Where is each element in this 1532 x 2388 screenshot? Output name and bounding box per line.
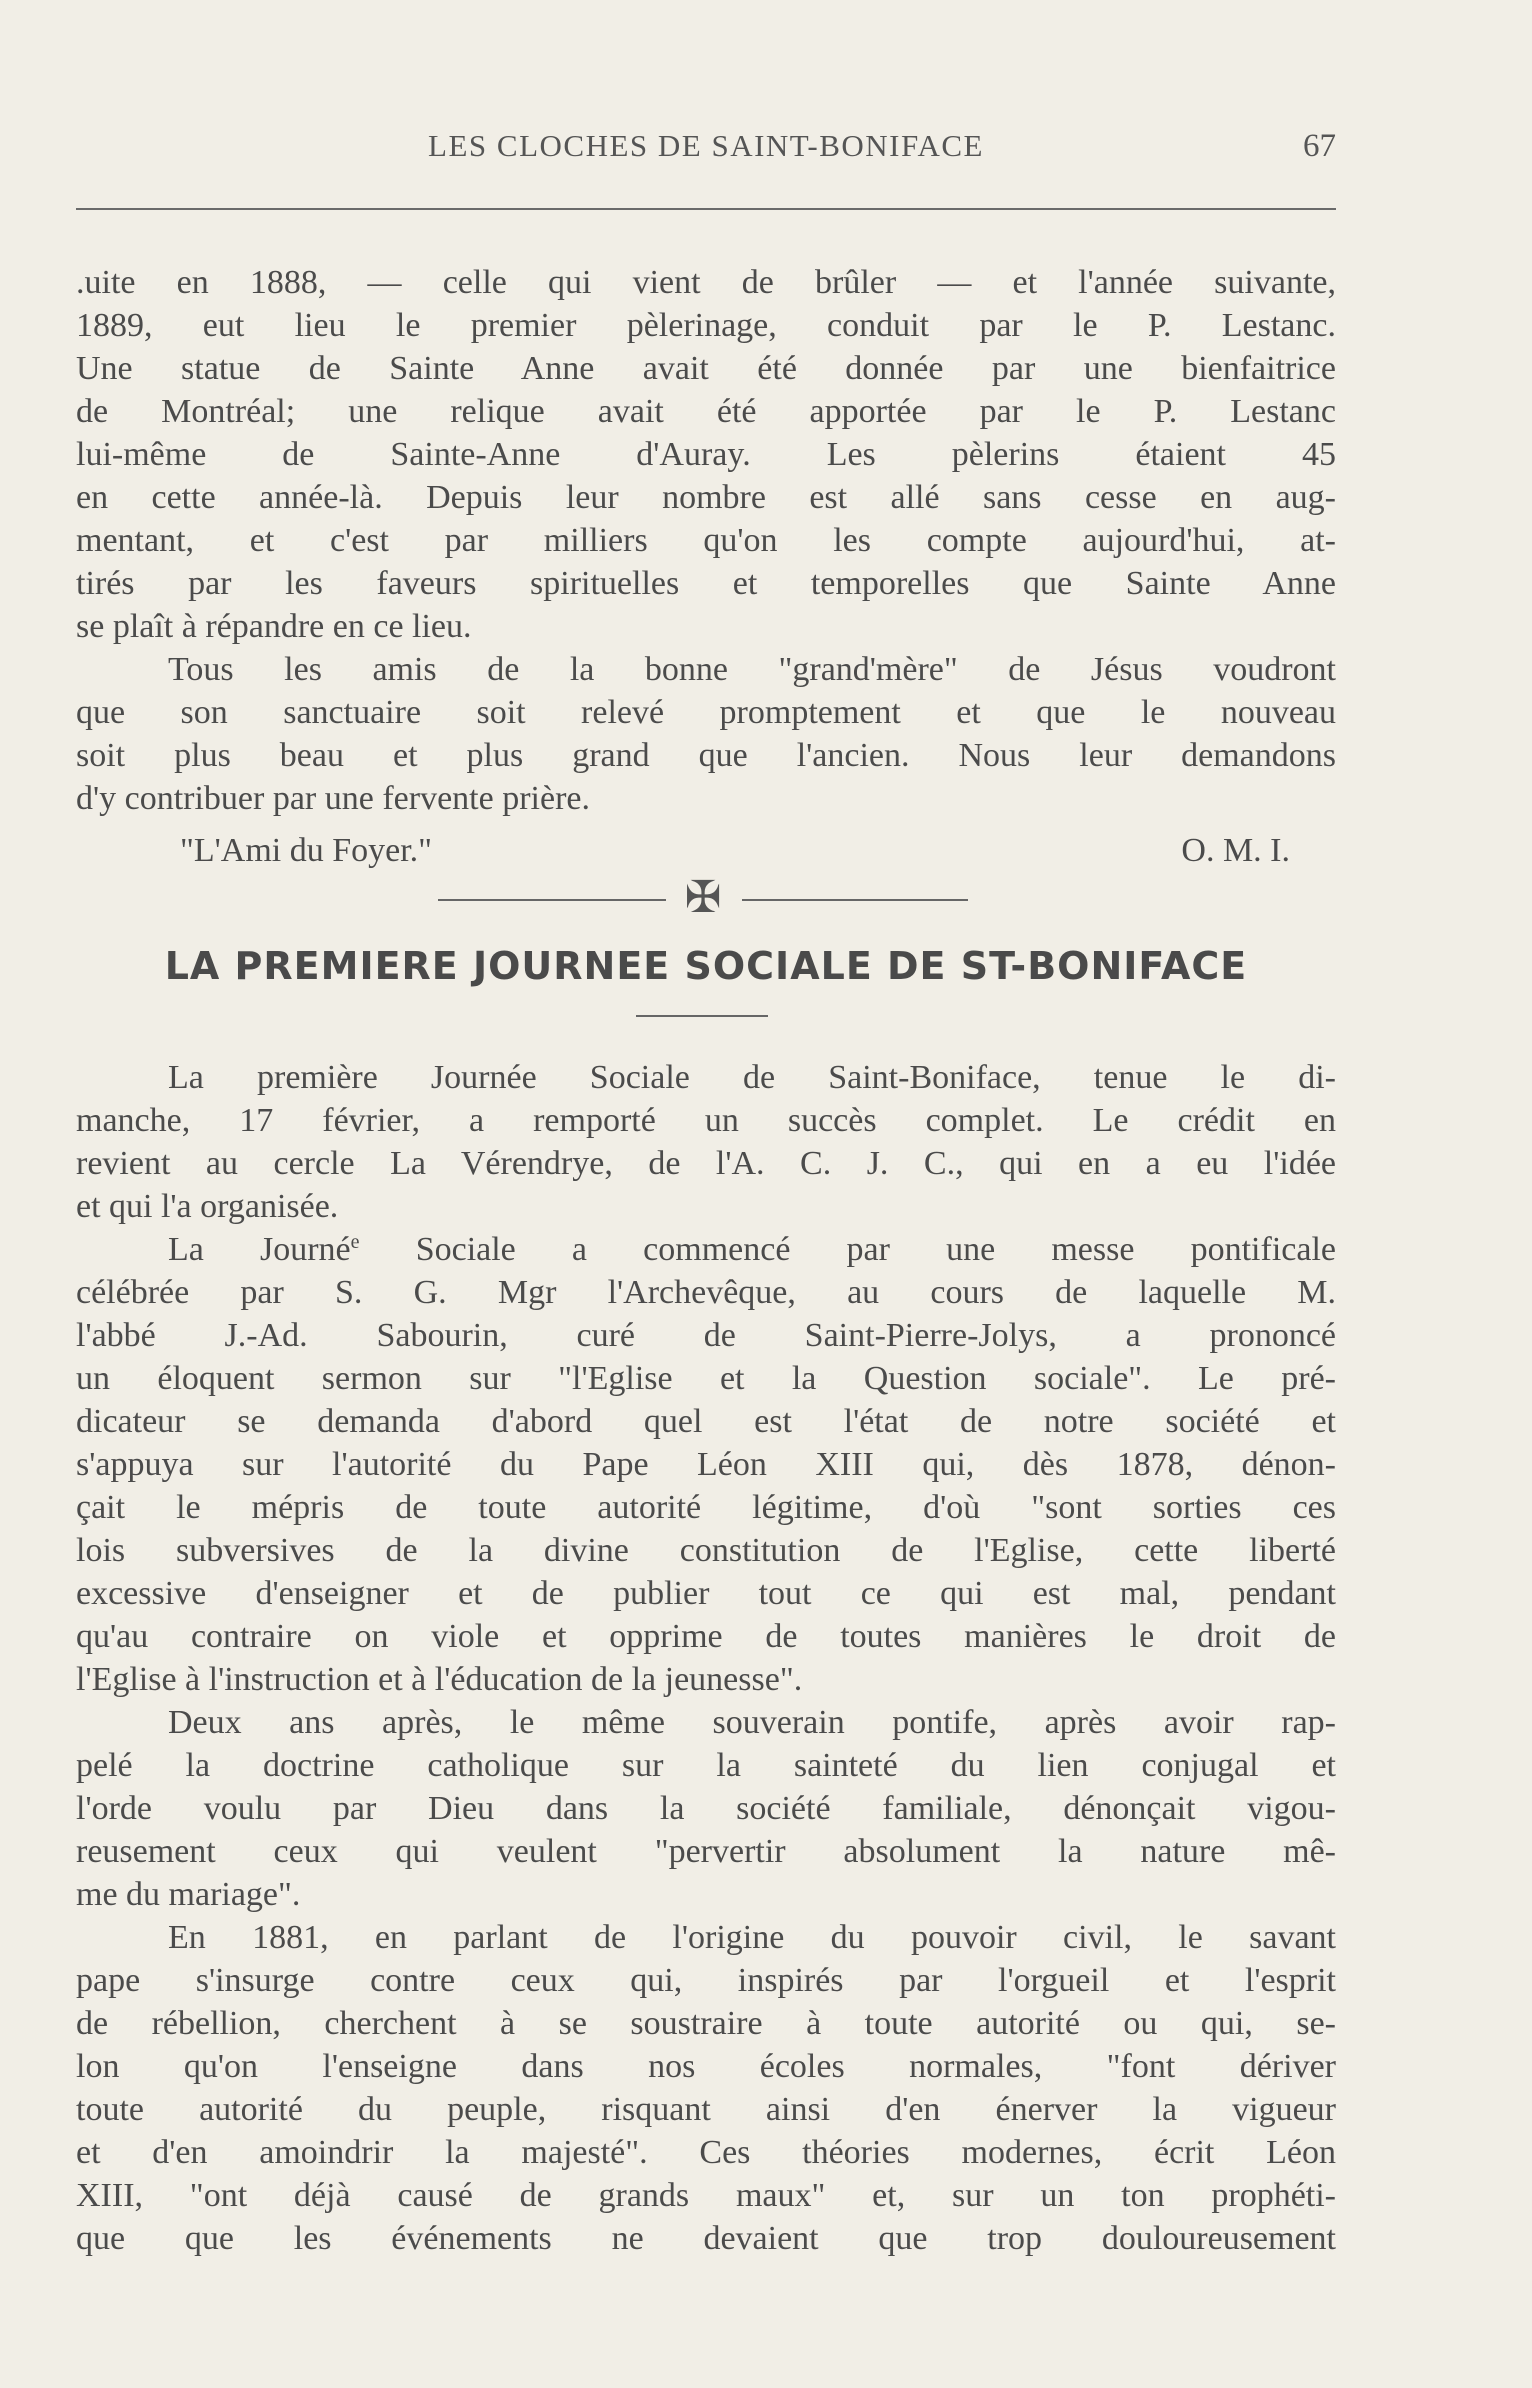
line: revient au cercle La Vérendrye, de l'A. C. J. C., qui en a eu l'idée bbox=[76, 1145, 1336, 1182]
line: lon qu'on l'enseigne dans nos écoles normales, "font dériver bbox=[76, 2048, 1336, 2085]
cross-ornament-icon: ✠ bbox=[684, 873, 722, 922]
line: et qui l'a organisée. bbox=[76, 1188, 339, 1225]
line: l'orde voulu par Dieu dans la société familiale, dénonçait vigou- bbox=[76, 1790, 1336, 1827]
article-continuation bbox=[76, 261, 1336, 820]
line: XIII, "ont déjà causé de grands maux" et, sur un ton prophéti- bbox=[76, 2177, 1336, 2214]
line: et d'en amoindrir la majesté". Ces théories modernes, écrit Léon bbox=[76, 2134, 1336, 2171]
line: me du mariage". bbox=[76, 1876, 301, 1913]
section-title: LA PREMIERE JOURNEE SOCIALE DE ST-BONIFACE bbox=[164, 944, 1248, 988]
line: que son sanctuaire soit relevé promptement et que le nouveau bbox=[76, 694, 1336, 731]
line: l'Eglise à l'instruction et à l'éducation de la jeunesse". bbox=[76, 1661, 803, 1698]
line: pape s'insurge contre ceux qui, inspirés par l'orgueil et l'esprit bbox=[76, 1962, 1336, 1999]
line: çait le mépris de toute autorité légitime, d'où "sont sorties ces bbox=[76, 1489, 1336, 1526]
superscript-e: e bbox=[350, 1231, 360, 1253]
line: célébrée par S. G. Mgr l'Archevêque, au cours de laquelle M. bbox=[76, 1274, 1336, 1311]
source-citation: "L'Ami du Foyer." bbox=[180, 832, 433, 869]
line: lui-même de Sainte-Anne d'Auray. Les pèlerins étaient 45 bbox=[76, 436, 1336, 473]
signature-line bbox=[180, 829, 1290, 873]
line: 1889, eut lieu le premier pèlerinage, conduit par le P. Lestanc. bbox=[76, 307, 1336, 344]
line: en cette année-là. Depuis leur nombre est allé sans cesse en aug- bbox=[76, 479, 1336, 516]
author-signature: O. M. I. bbox=[1181, 832, 1290, 869]
line: un éloquent sermon sur "l'Eglise et la Question sociale". Le pré- bbox=[76, 1360, 1336, 1397]
line: toute autorité du peuple, risquant ainsi d'en énerver la vigueur bbox=[76, 2091, 1336, 2128]
line: que que les événements ne devaient que trop douloureusement bbox=[76, 2220, 1336, 2257]
line bbox=[76, 1228, 1336, 1271]
line: manche, 17 février, a remporté un succès complet. Le crédit en bbox=[76, 1102, 1336, 1139]
line: La première Journée Sociale de Saint-Boniface, tenue le di- bbox=[168, 1059, 1336, 1096]
line: En 1881, en parlant de l'origine du pouvoir civil, le savant bbox=[168, 1919, 1336, 1956]
page-number: 67 bbox=[1303, 128, 1336, 164]
line-part: La Journé bbox=[168, 1231, 351, 1268]
line: de rébellion, cherchent à se soustraire à toute autorité ou qui, se- bbox=[76, 2005, 1336, 2042]
line: excessive d'enseigner et de publier tout ce qui est mal, pendant bbox=[76, 1575, 1336, 1612]
line: tirés par les faveurs spirituelles et temporelles que Sainte Anne bbox=[76, 565, 1336, 602]
line-part: Sociale a commencé par une messe pontificale bbox=[359, 1231, 1336, 1268]
line: dicateur se demanda d'abord quel est l'état de notre société et bbox=[76, 1403, 1336, 1440]
line: Tous les amis de la bonne "grand'mère" de Jésus voudront bbox=[168, 651, 1336, 688]
article-body bbox=[76, 1056, 1336, 2260]
ornament-rule-left bbox=[438, 899, 666, 901]
line: d'y contribuer par une fervente prière. bbox=[76, 780, 590, 817]
title-rule bbox=[636, 1015, 768, 1017]
ornament-rule-right bbox=[742, 899, 968, 901]
line: soit plus beau et plus grand que l'ancien. Nous leur demandons bbox=[76, 737, 1336, 774]
line: de Montréal; une relique avait été apportée par le P. Lestanc bbox=[76, 393, 1336, 430]
line: reusement ceux qui veulent "pervertir absolument la nature mê- bbox=[76, 1833, 1336, 1870]
line: pelé la doctrine catholique sur la sainteté du lien conjugal et bbox=[76, 1747, 1336, 1784]
line: mentant, et c'est par milliers qu'on les compte aujourd'hui, at- bbox=[76, 522, 1336, 559]
running-title: LES CLOCHES DE SAINT-BONIFACE bbox=[428, 128, 984, 163]
line: lois subversives de la divine constitution de l'Eglise, cette liberté bbox=[76, 1532, 1336, 1569]
line: .uite en 1888, — celle qui vient de brûler — et l'année suivante, bbox=[76, 264, 1336, 301]
line: qu'au contraire on viole et opprime de toutes manières le droit de bbox=[76, 1618, 1336, 1655]
line: se plaît à répandre en ce lieu. bbox=[76, 608, 472, 645]
running-head bbox=[76, 128, 1336, 176]
line: Deux ans après, le même souverain pontife, après avoir rap- bbox=[168, 1704, 1336, 1741]
line: Une statue de Sainte Anne avait été donnée par une bienfaitrice bbox=[76, 350, 1336, 387]
line: s'appuya sur l'autorité du Pape Léon XIII qui, dès 1878, dénon- bbox=[76, 1446, 1336, 1483]
header-rule bbox=[76, 208, 1336, 210]
line: l'abbé J.-Ad. Sabourin, curé de Saint-Pierre-Jolys, a prononcé bbox=[76, 1317, 1336, 1354]
